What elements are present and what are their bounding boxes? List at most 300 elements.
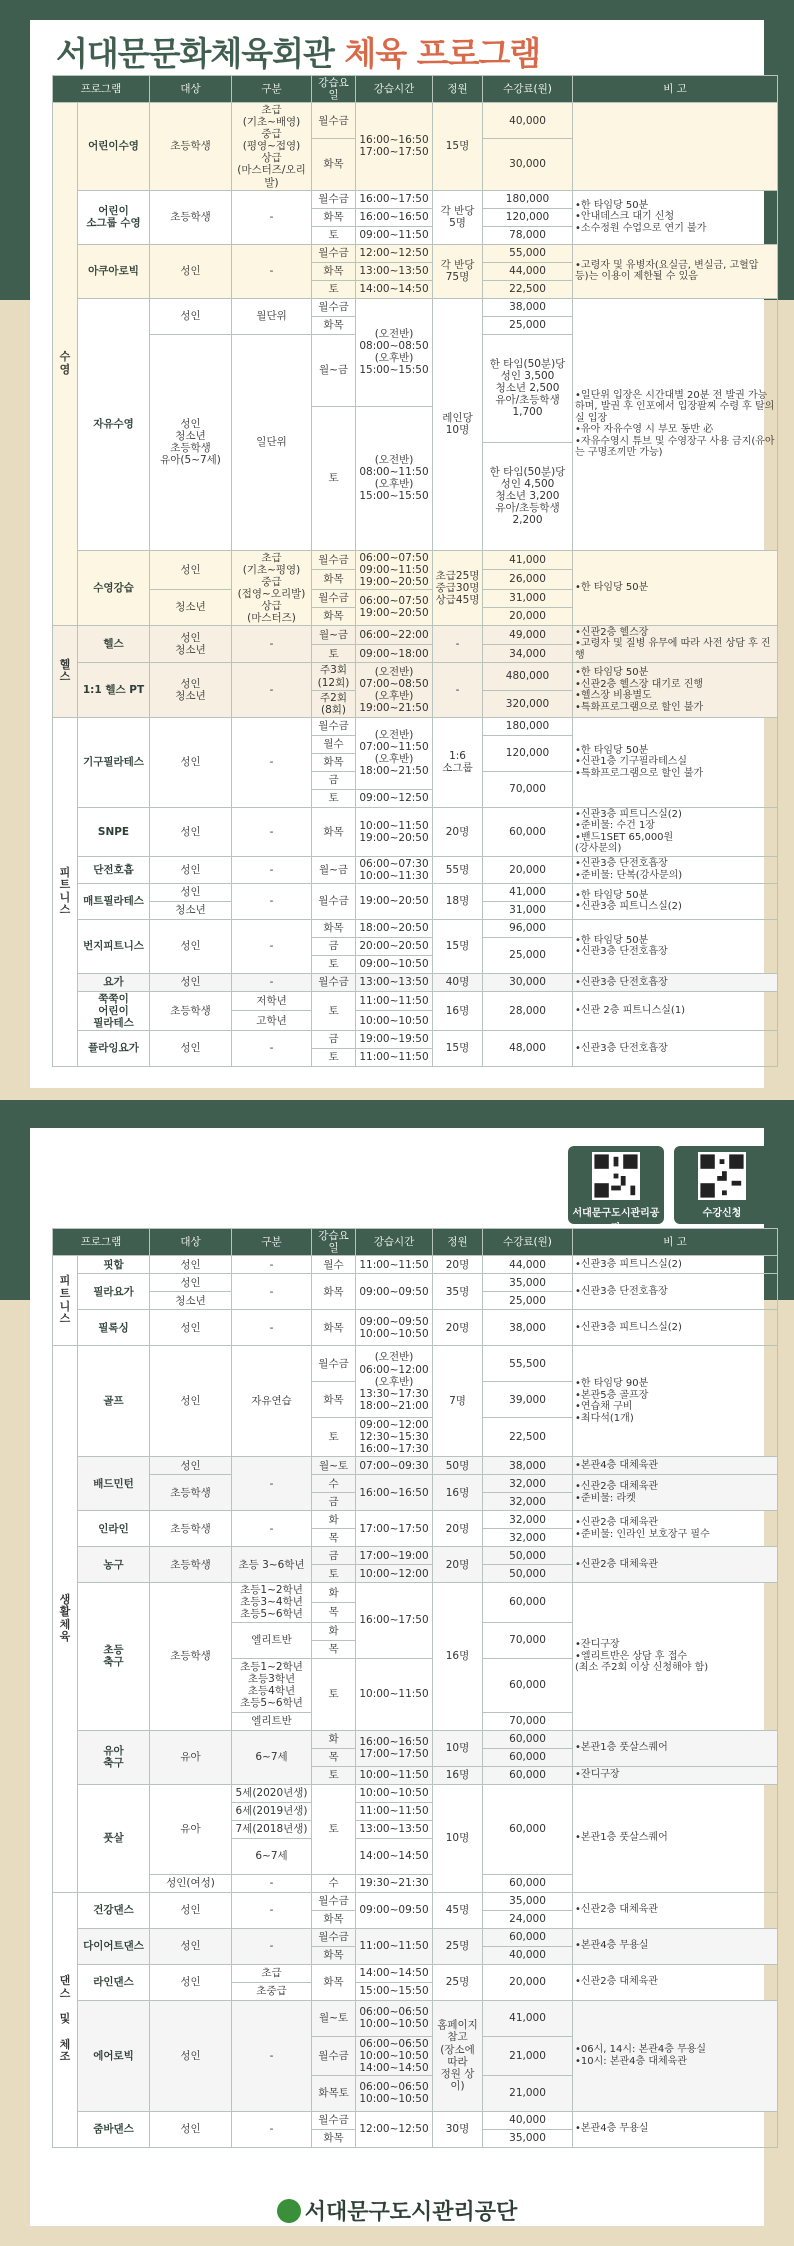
column-header: 강습시간 — [356, 76, 433, 103]
remarks-cell: •한 타임당 50분 •신관2층 헬스장 대기로 진행 •헬스장 비용별도 •특화프로그램으로 할인 불가 — [573, 663, 778, 717]
table-cell: 화목 — [312, 1310, 356, 1346]
table-cell: 월단위 — [232, 298, 312, 334]
program-name-cell: 풋살 — [78, 1784, 150, 1892]
table-cell: 09:00~09:50 10:00~10:50 — [356, 1310, 433, 1346]
table-cell: 25명 — [433, 1928, 483, 1964]
table-cell: 06:00~07:50 19:00~20:50 — [356, 589, 433, 625]
table-cell: 10:00~10:50 — [356, 1784, 433, 1802]
table-cell: 17:00~17:50 — [356, 1511, 433, 1547]
table-cell: 성인 — [150, 298, 232, 334]
table-cell: 78,000 — [483, 226, 573, 244]
table-cell: 성인 청소년 초등학생 유아(5~7세) — [150, 334, 232, 550]
remarks-cell: •신관 2층 피트니스실(1) — [573, 991, 778, 1030]
page-title — [56, 28, 540, 75]
table-row — [53, 856, 778, 883]
table-cell: 성인 — [150, 244, 232, 298]
table-cell: 토 — [312, 226, 356, 244]
table-cell: 60,000 — [483, 1730, 573, 1748]
table-cell: 20,000 — [483, 607, 573, 625]
table-cell: 금 — [312, 1547, 356, 1565]
column-header: 정원 — [433, 76, 483, 103]
remarks-cell: •본관4층 대체육관 — [573, 1457, 778, 1475]
table-cell: 35명 — [433, 1274, 483, 1310]
table-cell: (오전반) 08:00~08:50 (오후반) 15:00~15:50 — [356, 298, 433, 406]
table-cell: 44,000 — [483, 1256, 573, 1274]
column-header: 대상 — [150, 76, 232, 103]
table-cell: 토 — [312, 1565, 356, 1583]
table-header-row — [53, 76, 778, 103]
table-row — [53, 1511, 778, 1529]
table-cell: 화목 — [312, 1946, 356, 1964]
table-cell: 55,000 — [483, 244, 573, 262]
table-cell: - — [232, 1031, 312, 1067]
program-name-cell: 수영강습 — [78, 550, 150, 625]
table-row — [53, 1475, 778, 1493]
remarks-cell: •신관2층 대체육관 — [573, 1964, 778, 2000]
table-cell: 초등학생 — [150, 1583, 232, 1730]
table-cell: - — [232, 1892, 312, 1928]
title-accent: 체육 프로그램 — [344, 34, 541, 73]
table-cell: 35,000 — [483, 1274, 573, 1292]
table-row — [53, 1457, 778, 1475]
table-cell: 레인당 10명 — [433, 298, 483, 550]
table-cell: 14:00~14:50 — [356, 1838, 433, 1874]
remarks-cell: •한 타임당 50분 — [573, 550, 778, 625]
table-cell: 월수금 — [312, 2111, 356, 2129]
program-name-cell: 플라잉요가 — [78, 1031, 150, 1067]
table-cell: 10:00~11:50 19:00~20:50 — [356, 807, 433, 856]
table-cell: 12:00~12:50 — [356, 244, 433, 262]
table-cell: 엘리트반 — [232, 1622, 312, 1658]
table-cell: 한 타임(50분)당 성인 3,500 청소년 2,500 유아/초등학생 1,700 — [483, 334, 573, 442]
table-cell: 10명 — [433, 1730, 483, 1766]
table-cell: 화목 — [312, 208, 356, 226]
table-cell: 토 — [312, 789, 356, 807]
table-cell: 금 — [312, 1493, 356, 1511]
table-cell: 월수금 — [312, 717, 356, 735]
table-cell: 초등학생 — [150, 1475, 232, 1511]
program-name-cell: 필라요가 — [78, 1274, 150, 1310]
program-name-cell: 아쿠아로빅 — [78, 244, 150, 298]
table-cell: 화목 — [312, 570, 356, 590]
qr-code-icon — [592, 1152, 640, 1200]
table-cell: 14:00~14:50 — [356, 1964, 433, 1982]
table-cell: 화목 — [312, 1964, 356, 2000]
table-cell: 목 — [312, 1748, 356, 1766]
table-cell: 30,000 — [483, 139, 573, 190]
remarks-cell: •신관3층 단전호흡장 — [573, 1274, 778, 1310]
table-row — [53, 1784, 778, 1802]
table-cell: 18:00~20:50 — [356, 919, 433, 937]
table-cell: 월수금 — [312, 2036, 356, 2075]
program-name-cell: 다이어트댄스 — [78, 1928, 150, 1964]
table-cell: 토 — [312, 1766, 356, 1784]
table-cell: 25명 — [433, 1964, 483, 2000]
remarks-cell: •신관3층 단전호흡장 — [573, 973, 778, 991]
program-name-cell: 인라인 — [78, 1511, 150, 1547]
table-row — [53, 1583, 778, 1603]
table-cell: 성인 — [150, 973, 232, 991]
table-cell: 초등학생 — [150, 991, 232, 1030]
remarks-cell: •신관3층 피트니스실(2) — [573, 1256, 778, 1274]
remarks-cell: •신관3층 피트니스실(2) — [573, 1310, 778, 1346]
table-cell: - — [232, 1256, 312, 1274]
table-cell: 성인 — [150, 1274, 232, 1292]
table-cell: 50,000 — [483, 1565, 573, 1583]
table-cell: 16:00~17:50 — [356, 190, 433, 208]
table-cell: 21,000 — [483, 2075, 573, 2111]
table-row — [53, 244, 778, 262]
program-name-cell: 번지피트니스 — [78, 919, 150, 973]
table-cell: 월~토 — [312, 1457, 356, 1475]
table-cell: 50,000 — [483, 1547, 573, 1565]
table-cell: 성인 청소년 — [150, 625, 232, 663]
program-name-cell: 필록싱 — [78, 1310, 150, 1346]
table-cell: 34,000 — [483, 644, 573, 663]
program-name-cell: 라인댄스 — [78, 1964, 150, 2000]
table-cell: 유아 — [150, 1784, 232, 1874]
table-cell: 10명 — [433, 1784, 483, 1892]
qr-card-agency[interactable] — [568, 1146, 664, 1224]
category-cell: 수 영 — [53, 103, 78, 626]
column-header: 프로그램 — [53, 76, 150, 103]
table-row — [53, 1547, 778, 1565]
program-name-cell: 농구 — [78, 1547, 150, 1583]
table-cell: 한 타임(50분)당 성인 4,500 청소년 3,200 유아/초등학생 2,200 — [483, 442, 573, 550]
table-cell: 성인 — [150, 2111, 232, 2147]
remarks-cell: •잔디구장 •엘리트반은 상담 후 접수 (최소 주2회 이상 신청해야 함) — [573, 1583, 778, 1730]
table-cell: 09:00~11:50 — [356, 226, 433, 244]
table-cell: 초급 (기초~평영) 중급 (접영~오리발) 상급 (마스터즈) — [232, 550, 312, 625]
program-name-cell: 골프 — [78, 1346, 150, 1457]
remarks-cell: •신관2층 헬스장 •고령자 및 질병 유무에 따라 사전 상담 후 진행 — [573, 625, 778, 663]
table-row — [53, 1031, 778, 1049]
table-cell: 30,000 — [483, 973, 573, 991]
table-cell: 20명 — [433, 1511, 483, 1547]
table-cell: 토 — [312, 406, 356, 550]
table-cell: 토 — [312, 955, 356, 973]
table-cell: 20명 — [433, 1547, 483, 1583]
table-cell: 10:00~11:50 — [356, 1658, 433, 1730]
table-cell: 토 — [312, 644, 356, 663]
table-cell: 월수금 — [312, 973, 356, 991]
table-cell: 10:00~11:50 — [356, 1766, 433, 1784]
table-cell: 40,000 — [483, 2111, 573, 2129]
table-cell: - — [232, 2000, 312, 2111]
table-cell: 13:00~13:50 — [356, 1820, 433, 1838]
table-row — [53, 1892, 778, 1910]
table-cell: 7명 — [433, 1346, 483, 1457]
table-cell: 16:00~16:50 — [356, 1475, 433, 1511]
remarks-cell: •신관2층 대체육관 — [573, 1892, 778, 1928]
table-cell: 청소년 — [150, 1292, 232, 1310]
table-cell: 월수금 — [312, 1892, 356, 1910]
table-cell: 월수금 — [312, 103, 356, 139]
table-row — [53, 883, 778, 901]
table-cell: 화 — [312, 1511, 356, 1529]
table-cell: 19:30~21:30 — [356, 1874, 433, 1892]
table-cell: 49,000 — [483, 625, 573, 644]
remarks-cell: •06시, 14시: 본관4층 무용실 •10시: 본관4층 대체육관 — [573, 2000, 778, 2111]
table-cell: - — [232, 919, 312, 973]
table-cell: 32,000 — [483, 1493, 573, 1511]
table-cell: 청소년 — [150, 901, 232, 919]
table-cell: 15:00~15:50 — [356, 1982, 433, 2000]
remarks-cell: •잔디구장 — [573, 1766, 778, 1784]
table-cell: 17:00~19:00 — [356, 1547, 433, 1565]
table-cell: - — [232, 1310, 312, 1346]
table-cell: 180,000 — [483, 717, 573, 735]
qr-label: 수강신청 — [702, 1208, 742, 1219]
table-cell: 성인 — [150, 717, 232, 807]
table-cell: 성인 — [150, 1892, 232, 1928]
table-cell: 화목 — [312, 1274, 356, 1310]
table-row — [53, 190, 778, 208]
program-name-cell: 줌바댄스 — [78, 2111, 150, 2147]
table-cell: 성인 — [150, 883, 232, 901]
remarks-cell: •본관1층 풋살스퀘어 — [573, 1784, 778, 1892]
table-cell: 성인 — [150, 1310, 232, 1346]
table-cell: 50명 — [433, 1457, 483, 1475]
table-cell: - — [232, 856, 312, 883]
table-row — [53, 550, 778, 570]
table-cell: 09:00~09:50 — [356, 1274, 433, 1310]
table-cell: 32,000 — [483, 1475, 573, 1493]
table-row — [53, 919, 778, 937]
table-cell: 화목토 — [312, 2075, 356, 2111]
remarks-cell: •신관2층 대체육관 •준비물: 인라인 보호장구 필수 — [573, 1511, 778, 1547]
remarks-cell: •본관4층 무용실 — [573, 2111, 778, 2147]
table-cell: 09:00~18:00 — [356, 644, 433, 663]
table-cell: 금 — [312, 1031, 356, 1049]
table-cell: 성인 — [150, 1928, 232, 1964]
table-cell: 09:00~12:00 12:30~15:30 16:00~17:30 — [356, 1418, 433, 1457]
table-cell: 고학년 — [232, 1011, 312, 1031]
table-row — [53, 1730, 778, 1748]
table-cell: - — [232, 1874, 312, 1892]
table-cell: 월수 — [312, 1256, 356, 1274]
table-cell: 20,000 — [483, 856, 573, 883]
table-body — [53, 1256, 778, 2148]
table-cell: 자유연습 — [232, 1346, 312, 1457]
column-header: 구분 — [232, 76, 312, 103]
table-cell: 22,500 — [483, 280, 573, 298]
table-cell: 성인 — [150, 1964, 232, 2000]
table-cell: 화목 — [312, 607, 356, 625]
table-cell: 32,000 — [483, 1529, 573, 1547]
column-header: 정원 — [433, 1229, 483, 1256]
table-cell: 35,000 — [483, 1892, 573, 1910]
table-cell: 320,000 — [483, 690, 573, 717]
program-name-cell: 건강댄스 — [78, 1892, 150, 1928]
table-cell: 120,000 — [483, 208, 573, 226]
table-cell: 11:00~11:50 — [356, 1049, 433, 1067]
table-cell: 60,000 — [483, 1784, 573, 1874]
table-cell: 180,000 — [483, 190, 573, 208]
column-header: 구분 — [232, 1229, 312, 1256]
table-cell: 48,000 — [483, 1031, 573, 1067]
table-cell: 14:00~14:50 — [356, 280, 433, 298]
table-cell: - — [232, 625, 312, 663]
table-cell: 성인 — [150, 856, 232, 883]
table-cell: 38,000 — [483, 1457, 573, 1475]
table-cell: 25,000 — [483, 937, 573, 973]
table-cell: 41,000 — [483, 2000, 573, 2036]
agency-logo-icon — [277, 2199, 301, 2223]
program-name-cell: SNPE — [78, 807, 150, 856]
table-cell: 30명 — [433, 2111, 483, 2147]
table-cell: 40,000 — [483, 1946, 573, 1964]
table-cell: 목 — [312, 1602, 356, 1622]
table-cell: 06:00~06:50 10:00~10:50 — [356, 2000, 433, 2036]
table-cell: 16명 — [433, 991, 483, 1030]
table-cell: 09:00~10:50 — [356, 955, 433, 973]
table-cell: 화목 — [312, 139, 356, 190]
table-cell: 화목 — [312, 1382, 356, 1418]
table-cell: 19:00~19:50 — [356, 1031, 433, 1049]
table-cell: 월수금 — [312, 883, 356, 919]
column-header: 프로그램 — [53, 1229, 150, 1256]
remarks-cell: •신관2층 대체육관 — [573, 1547, 778, 1583]
column-header: 강습요일 — [312, 76, 356, 103]
table-cell: 월~토 — [312, 2000, 356, 2036]
column-header: 비 고 — [573, 76, 778, 103]
table-cell: 토 — [312, 991, 356, 1030]
category-cell: 댄 스 및 체 조 — [53, 1892, 78, 2147]
program-name-cell: 어린이 소그룹 수영 — [78, 190, 150, 244]
table-cell: 31,000 — [483, 589, 573, 607]
table-cell: 15명 — [433, 1031, 483, 1067]
table-cell: 5세(2020년생) — [232, 1784, 312, 1802]
table-cell: 성인 — [150, 2000, 232, 2111]
qr-code-icon — [698, 1152, 746, 1200]
table-cell: - — [232, 1457, 312, 1511]
column-header: 강습시간 — [356, 1229, 433, 1256]
table-cell: 청소년 — [150, 589, 232, 625]
remarks-cell: •한 타임당 50분 •신관1층 기구필라테스실 •특화프로그램으로 할인 불가 — [573, 717, 778, 807]
table-cell: 화목 — [312, 753, 356, 771]
table-cell: - — [232, 1928, 312, 1964]
table-cell: - — [232, 973, 312, 991]
table-cell: 11:00~11:50 — [356, 1802, 433, 1820]
table-cell: 월수금 — [312, 1346, 356, 1382]
remarks-cell: •한 타임당 90분 •본관5층 골프장 •연습채 구비 •최다석(1개) — [573, 1346, 778, 1457]
table-cell: 월수금 — [312, 589, 356, 607]
table-cell: 96,000 — [483, 919, 573, 937]
table-row — [53, 807, 778, 832]
table-cell: 토 — [312, 1658, 356, 1730]
program-name-cell: 에어로빅 — [78, 2000, 150, 2111]
footer-text: 서대문구도시관리공단 — [304, 2200, 518, 2225]
page-one-panel — [30, 20, 775, 1088]
table-cell: 11:00~11:50 — [356, 991, 433, 1011]
qr-card-signup[interactable] — [674, 1146, 770, 1224]
category-cell: 헬 스 — [53, 625, 78, 717]
table-cell: 11:00~11:50 — [356, 1256, 433, 1274]
table-cell: 06:00~07:50 09:00~11:50 19:00~20:50 — [356, 550, 433, 589]
table-cell: 70,000 — [483, 1622, 573, 1658]
table-cell: 16:00~16:50 17:00~17:50 — [356, 1730, 433, 1766]
table-cell: 20:00~20:50 — [356, 937, 433, 955]
table-cell: 09:00~12:50 — [356, 789, 433, 807]
table-cell: 월~금 — [312, 856, 356, 883]
table-row — [53, 2111, 778, 2129]
table-cell: - — [232, 883, 312, 919]
table-cell: 월~금 — [312, 625, 356, 644]
table-cell: 월수금 — [312, 244, 356, 262]
table-cell: 홈페이지 참고 (장소에 따라 정원 상이) — [433, 2000, 483, 2111]
table-cell: 25,000 — [483, 316, 573, 334]
table-cell: 40,000 — [483, 103, 573, 139]
table-cell: 13:00~13:50 — [356, 973, 433, 991]
table-cell: 주2회 (8회) — [312, 690, 356, 717]
table-cell: 39,000 — [483, 1382, 573, 1418]
table-cell: 41,000 — [483, 550, 573, 570]
qr-label: 서대문구도시관리공 — [572, 1208, 660, 1219]
table-cell: 16:00~16:50 17:00~17:50 — [356, 103, 433, 190]
table-cell: 6~7세 — [232, 1730, 312, 1784]
table-cell: 월수금 — [312, 550, 356, 570]
column-header: 대상 — [150, 1229, 232, 1256]
table-cell: - — [232, 2111, 312, 2147]
category-cell: 피 트 니 스 — [53, 717, 78, 1066]
remarks-cell: •일단위 입장은 시간대별 20분 전 발권 가능하며, 발권 후 인포에서 입장팔찌 수령 후 탈의실 입장 •유아 자유수영 시 부모 동반 必 •자유수영시 튜브 및 수영장구 사용 금지(유아는 구명조끼만 가능) — [573, 298, 778, 550]
schedule-table-1 — [52, 75, 778, 1067]
table-cell: 엘리트반 — [232, 1712, 312, 1730]
table-cell: 20명 — [433, 807, 483, 856]
table-cell: - — [232, 1274, 312, 1310]
table-cell: (오전반) 07:00~08:50 (오후반) 19:00~21:50 — [356, 663, 433, 717]
remarks-cell: •신관3층 단전호흡장 •준비물: 단복(강사문의) — [573, 856, 778, 883]
column-header: 수강료(원) — [483, 76, 573, 103]
table-row — [53, 2000, 778, 2018]
program-name-cell: 배드민턴 — [78, 1457, 150, 1511]
table-cell: 화목 — [312, 316, 356, 334]
table-cell: 성인 — [150, 1256, 232, 1274]
program-name-cell: 핏합 — [78, 1256, 150, 1274]
table-cell: 6~7세 — [232, 1838, 312, 1874]
table-cell: 45명 — [433, 1892, 483, 1928]
table-cell: 26,000 — [483, 570, 573, 590]
table-cell: 60,000 — [483, 1928, 573, 1946]
table-row — [53, 717, 778, 735]
table-cell: 초등1~2학년 초등3~4학년 초등5~6학년 — [232, 1583, 312, 1622]
table-cell: 70,000 — [483, 771, 573, 807]
program-name-cell: 헬스 — [78, 625, 150, 663]
table-row — [53, 625, 778, 644]
table-cell: 수 — [312, 1874, 356, 1892]
table-row — [53, 1256, 778, 1274]
table-cell: 초중급 — [232, 1982, 312, 2000]
table-cell: - — [232, 190, 312, 244]
table-cell: 각 반당 75명 — [433, 244, 483, 298]
remarks-cell: •신관3층 피트니스실(2) •준비물: 수건 1장 •밴드1SET 65,000원 (강사문의) — [573, 807, 778, 856]
table-cell: 1:6 소그룹 — [433, 717, 483, 807]
table-cell: 25,000 — [483, 1292, 573, 1310]
table-cell: 성인 — [150, 919, 232, 973]
table-cell: 목 — [312, 1640, 356, 1658]
table-cell: 화목 — [312, 1910, 356, 1928]
table-cell: 주3회 (12회) — [312, 663, 356, 690]
table-cell: 06:00~07:30 10:00~11:30 — [356, 856, 433, 883]
table-cell: 토 — [312, 280, 356, 298]
table-cell: 성인 — [150, 1346, 232, 1457]
program-name-cell: 매트필라테스 — [78, 883, 150, 919]
table-cell: 저학년 — [232, 991, 312, 1011]
table-cell: 성인 청소년 — [150, 663, 232, 717]
table-cell: 월수금 — [312, 298, 356, 316]
table-row — [53, 973, 778, 991]
